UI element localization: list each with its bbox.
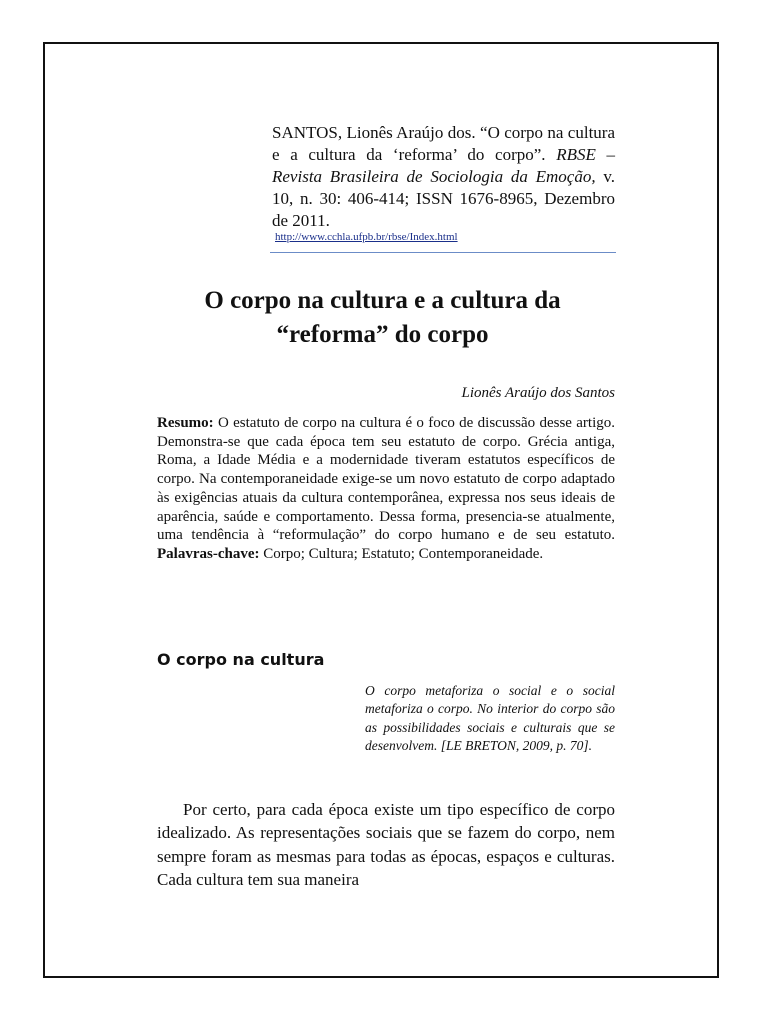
abstract — [157, 414, 615, 564]
keywords-label: Palavras-chave: — [157, 545, 260, 562]
body-paragraph — [157, 798, 615, 891]
citation-divider — [270, 252, 616, 253]
citation-block — [272, 122, 615, 232]
abstract-label: Resumo: — [157, 415, 214, 431]
citation-authors: SANTOS, Lionês Araújo dos. “O corpo na cultura e a cultura da ‘reforma’ do corpo”. — [272, 123, 615, 164]
keywords-text: Corpo; Cultura; Estatuto; Contemporaneidade. — [259, 545, 544, 562]
citation-journal: RBSE – Revista Brasileira de Sociologia da Emoção, — [272, 145, 615, 186]
section-heading: O corpo na cultura — [157, 650, 325, 669]
journal-link[interactable]: http://www.cchla.ufpb.br/rbse/Index.html — [275, 231, 458, 243]
citation-details: v. 10, n. 30: 406-414; ISSN 1676-8965, Dezembro de 2011. — [272, 167, 615, 230]
article-title — [105, 284, 660, 352]
article-title-line-2: “reforma” do corpo — [276, 321, 489, 348]
body-paragraph-text: Por certo, para cada época existe um tipo específico de corpo idealizado. As representações sociais que se fazem do corpo, nem sempre foram as mesmas para todas as épocas, espaços e culturas. Cada cultura tem sua maneira — [157, 800, 615, 889]
page-frame — [43, 42, 719, 978]
epigraph-quote: O corpo metaforiza o social e o social metaforiza o corpo. No interior do corpo são as possibilidades sociais e culturais que se desenvolvem. [LE BRETON, 2009, p. 70]. — [365, 683, 615, 753]
abstract-text: O estatuto de corpo na cultura é o foco de discussão desse artigo. Demonstra-se que cada época tem seu estatuto de corpo. Grécia antiga, Roma, a Idade Média e a modernidade tiveram estatutos específicos de corpo. Na contemporaneidade exige-se um novo estatuto de corpo adaptado às exigências atuais da cultura contemporânea, expressa nos seus ideais de aparência, saúde e comportamento. Dessa forma, presencia-se atualmente, uma tendência à “reformulação” do corpo humano e de seu estatuto. — [157, 415, 615, 544]
article-title-line-1: O corpo na cultura e a cultura da — [204, 287, 561, 314]
author-name: Lionês Araújo dos Santos — [461, 385, 615, 401]
